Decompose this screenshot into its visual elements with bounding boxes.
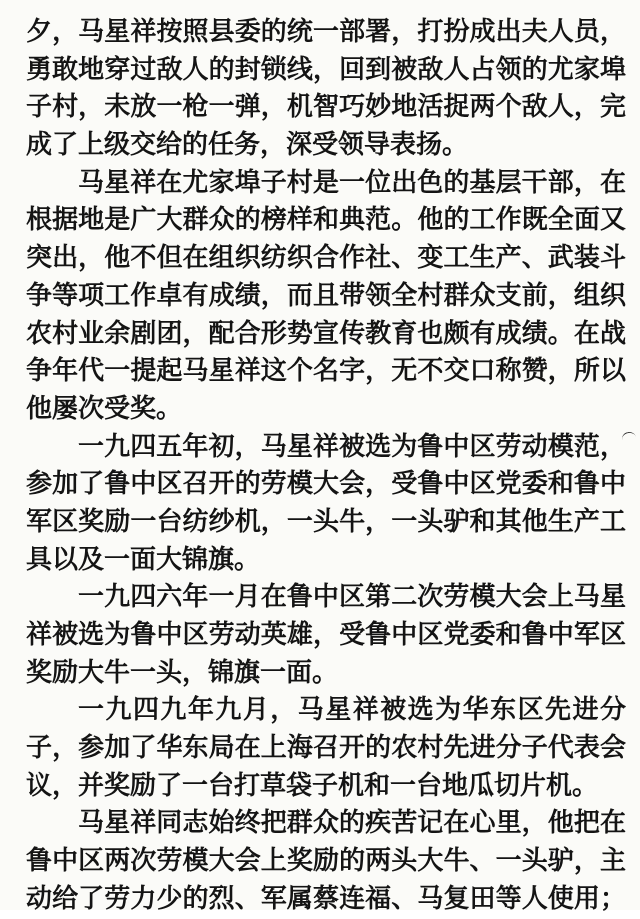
text-line: 夕，马星祥按照县委的统一部署，打扮成出夫人员，: [26, 17, 626, 47]
paragraph-first-line: 马星祥同志始终把群众的疾苦记在心里，他把在: [78, 808, 626, 839]
paragraph-end-line: 成了上级交给的任务，深受领导表扬。: [26, 130, 469, 161]
text-line: 子，参加了华东局在上海召开的农村先进分子代表会: [26, 733, 626, 764]
text-line: 参加了鲁中区召开的劳模大会，受鲁中区党委和鲁中: [26, 469, 626, 500]
text-line: 勇敢地穿过敌人的封锁线，回到被敌人占领的尤家埠: [26, 54, 626, 85]
paragraph-end-line: 议，并奖励了一台打草袋子机和一台地瓜切片机。: [26, 770, 599, 801]
text-line: 争等项工作卓有成绩，而且带领全村群众支前，组织: [26, 280, 626, 311]
paragraph-first-line: 一九四五年初，马星祥被选为鲁中区劳动模范，: [78, 431, 626, 462]
body-text: [26, 14, 626, 919]
text-line: 争年代一提起马星祥这个名字，无不交口称赞，所以: [26, 356, 626, 387]
text-line: 军区奖励一台纺纱机，一头牛，一头驴和其他生产工: [26, 506, 626, 537]
paragraph-end-line: 奖励大牛一头，锦旗一面。: [26, 657, 339, 688]
text-line: 祥被选为鲁中区劳动英雄，受鲁中区党委和鲁中军区: [26, 620, 626, 650]
text-line: 动给了劳力少的烈、军属蔡连福、马复田等人使用；: [26, 883, 626, 914]
text-line: 根据地是广大群众的榜样和典范。他的工作既全面又: [26, 205, 626, 236]
margin-pencil-mark: [621, 431, 637, 447]
text-line: 鲁中区两次劳模大会上奖励的两头大牛、一头驴，主: [26, 846, 626, 877]
text-line: 突出，他不但在组织纺织合作社、变工生产、武装斗: [26, 243, 626, 274]
text-line: 农村业余剧团，配合形势宣传教育也颇有成绩。在战: [26, 318, 626, 349]
paragraph-first-line: 一九四九年九月，马星祥被选为华东区先进分: [78, 695, 626, 726]
paragraph-end-line: 具以及一面大锦旗。: [26, 544, 261, 575]
paragraph-end-line: 他屡次受奖。: [26, 393, 183, 424]
paragraph-first-line: 一九四六年一月在鲁中区第二次劳模大会上马星: [78, 582, 626, 613]
paragraph-first-line: 马星祥在尤家埠子村是一位出色的基层干部，在: [78, 167, 626, 198]
text-line: 子村，未放一枪一弹，机智巧妙地活捉两个敌人，完: [26, 92, 626, 123]
